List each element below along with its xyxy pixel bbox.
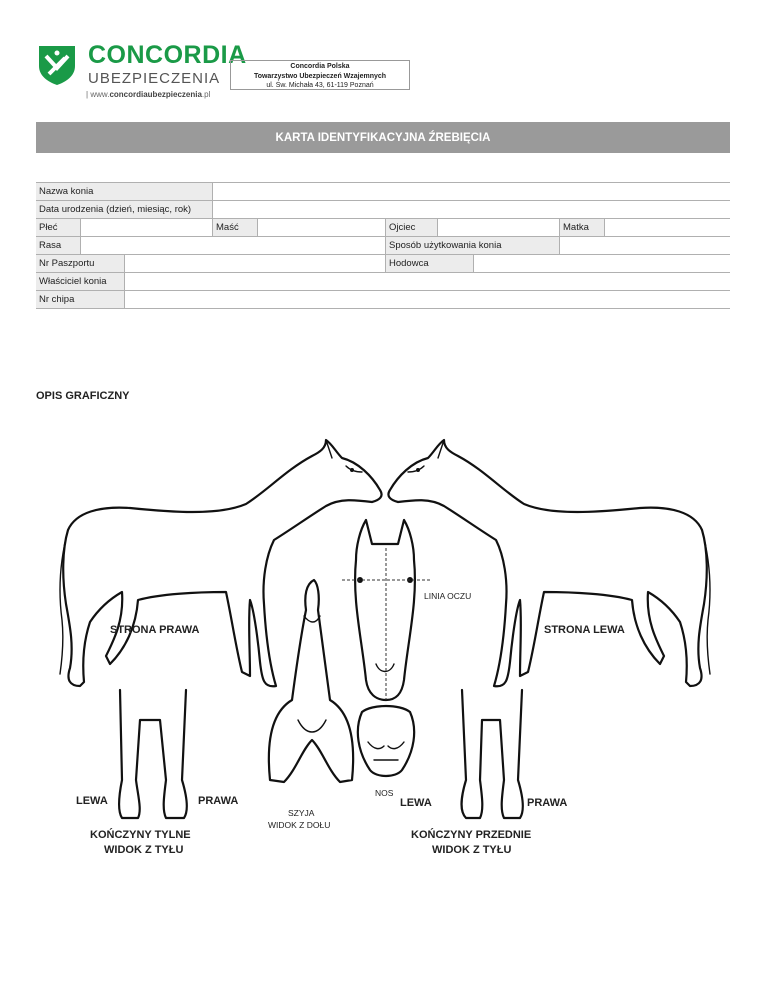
label-nazwa-konia: Nazwa konia <box>36 183 212 200</box>
address-line-2: Towarzystwo Ubezpieczeń Wzajemnych <box>253 72 387 80</box>
brand-subtitle: UBEZPIECZENIA <box>88 70 221 87</box>
label-data-urodzenia: Data urodzenia (dzień, miesiąc, rok) <box>36 201 212 218</box>
label-nose: NOS <box>375 788 394 798</box>
label-left-side: STRONA LEWA <box>544 624 625 636</box>
label-ojciec: Ojciec <box>385 219 437 236</box>
nose-outline <box>358 706 414 776</box>
label-hind-limbs-view: WIDOK Z TYŁU <box>104 844 184 856</box>
label-hind-right: PRAWA <box>198 795 239 807</box>
head-front-view-outline <box>355 520 415 700</box>
horse-left-side-outline <box>388 440 710 686</box>
address-line-1: Concordia Polska <box>290 63 350 70</box>
label-hind-limbs: KOŃCZYNY TYLNE <box>90 829 191 841</box>
brand-website[interactable]: | www.concordiaubezpieczenia.pl <box>86 90 211 99</box>
label-neck-view: WIDOK Z DOŁU <box>268 820 331 830</box>
label-wlasciciel: Właściciel konia <box>36 273 124 290</box>
label-front-left: LEWA <box>400 797 432 809</box>
address-line-3: ul. Św. Michała 43, 61-119 Poznań <box>266 82 374 89</box>
label-neck: SZYJA <box>288 808 315 818</box>
brand-name: CONCORDIA <box>88 41 247 69</box>
label-eye-line: LINIA OCZU <box>424 591 472 601</box>
label-rasa: Rasa <box>36 237 80 254</box>
horse-right-side-outline <box>60 440 382 686</box>
label-masc: Maść <box>212 219 257 236</box>
label-nr-chipa: Nr chipa <box>36 291 124 308</box>
label-sposob-uzytkowania: Sposób użytkowania konia <box>385 237 559 254</box>
label-hind-left: LEWA <box>76 795 108 807</box>
label-front-limbs: KOŃCZYNY PRZEDNIE <box>411 829 532 841</box>
label-front-limbs-view: WIDOK Z TYŁU <box>432 844 512 856</box>
label-matka: Matka <box>559 219 604 236</box>
page-title: KARTA IDENTYFIKACYJNA ŹREBIĘCIA <box>36 122 730 153</box>
label-hodowca: Hodowca <box>385 255 473 272</box>
label-front-right: PRAWA <box>527 797 568 809</box>
label-plec: Płeć <box>36 219 80 236</box>
neck-underside-outline <box>269 580 353 782</box>
label-right-side: STRONA PRAWA <box>110 624 200 636</box>
hind-limbs-outline <box>119 690 187 818</box>
section-title: OPIS GRAFICZNY <box>36 390 130 402</box>
label-nr-paszportu: Nr Paszportu <box>36 255 124 272</box>
front-limbs-outline <box>462 690 523 818</box>
